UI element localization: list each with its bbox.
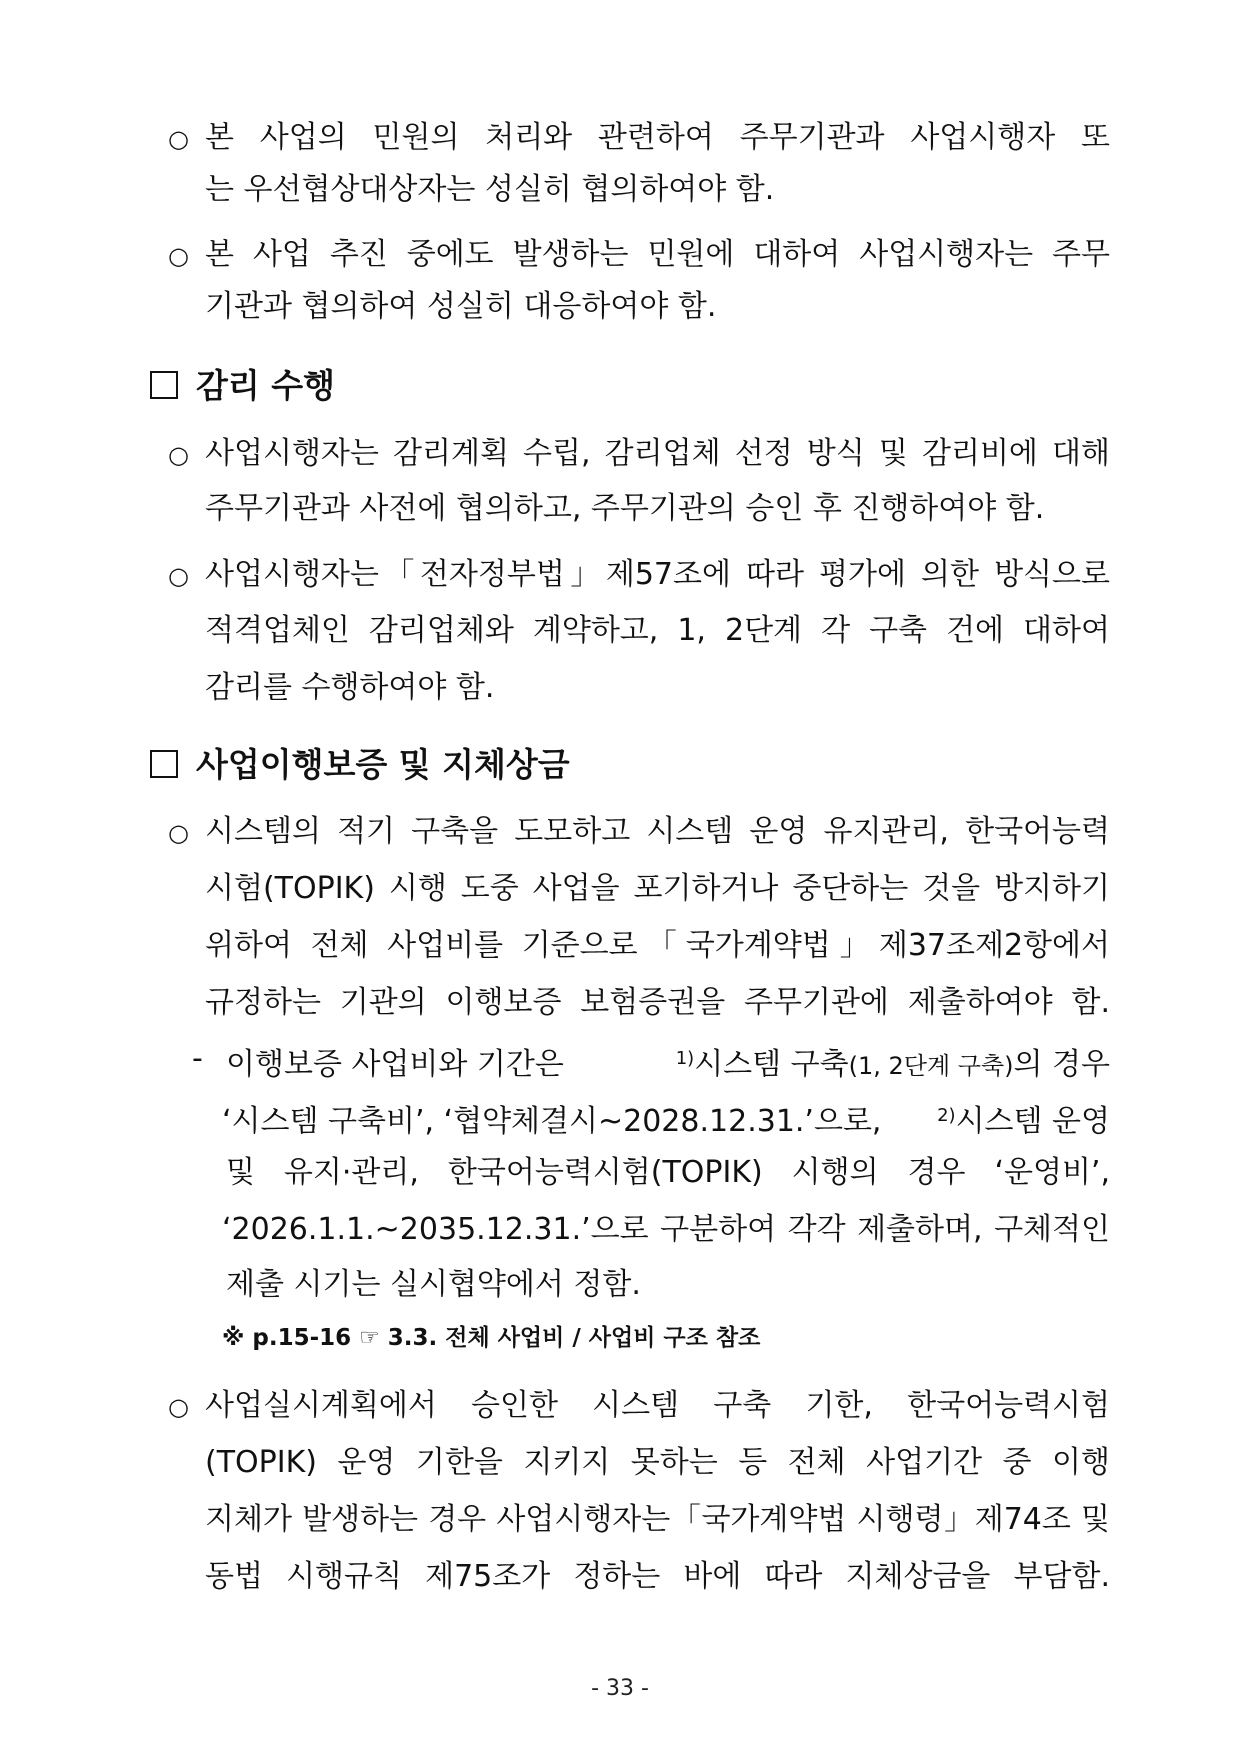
paragraph-line: 적격업체인 감리업체와 계약하고, 1, 2단계 각 구축 건에 대하여 bbox=[205, 613, 1110, 648]
sub-paragraph-line bbox=[226, 1039, 1110, 1086]
square-box-icon bbox=[150, 750, 178, 778]
paragraph-line: (TOPIK) 운영 기한을 지키지 못하는 등 전체 사업기간 중 이행 bbox=[205, 1445, 1110, 1480]
section-heading-text: 사업이행보증 및 지체상금 bbox=[196, 745, 570, 784]
sub-paragraph-line: 제출 시기는 실시협약에서 정함. bbox=[226, 1267, 641, 1302]
paragraph-line: 본 사업 추진 중에도 발생하는 민원에 대하여 사업시행자는 주무 bbox=[205, 237, 1110, 272]
bullet-circle-icon: ○ bbox=[168, 819, 189, 847]
bullet-circle-icon: ○ bbox=[168, 242, 189, 270]
reference-note: ※ p.15-16 ☞ 3.3. 전체 사업비 / 사업비 구조 참조 bbox=[222, 1325, 761, 1351]
text-segment bbox=[676, 1039, 1110, 1086]
paragraph-line: 위하여 전체 사업비를 기준으로「국가계약법」제37조제2항에서 bbox=[205, 928, 1110, 963]
text-segment: (1, 2단계 구축) bbox=[848, 1052, 1014, 1080]
paragraph-line: 사업시행자는「전자정부법」제57조에 따라 평가에 의한 방식으로 bbox=[205, 557, 1110, 592]
paragraph-line: 사업시행자는 감리계획 수립, 감리업체 선정 방식 및 감리비에 대해 bbox=[205, 436, 1110, 471]
section-heading-text: 감리 수행 bbox=[196, 366, 336, 405]
text-segment bbox=[937, 1096, 1110, 1142]
paragraph-line: 시스템의 적기 구축을 도모하고 시스템 운영 유지관리, 한국어능력 bbox=[205, 814, 1110, 849]
text-segment: 이행보증 사업비와 기간은 bbox=[226, 1047, 574, 1082]
text-segment: 의 경우 bbox=[1013, 1047, 1110, 1082]
page-number: - 33 - bbox=[591, 1676, 649, 1701]
text-segment: 시스템 구축 bbox=[694, 1047, 849, 1082]
paragraph-line: 시험(TOPIK) 시행 도중 사업을 포기하거나 중단하는 것을 방지하기 bbox=[205, 871, 1110, 906]
footnote-marker: 2) bbox=[937, 1105, 956, 1126]
paragraph-line: 주무기관과 사전에 협의하고, 주무기관의 승인 후 진행하여야 함. bbox=[205, 491, 1045, 526]
section-heading-guarantee bbox=[150, 743, 570, 787]
paragraph-line: 동법 시행규칙 제75조가 정하는 바에 따라 지체상금을 부담함. bbox=[205, 1559, 1110, 1594]
section-heading-audit bbox=[150, 364, 335, 408]
sub-paragraph-line: 및 유지·관리, 한국어능력시험(TOPIK) 시행의 경우 ‘운영비’, bbox=[226, 1155, 1110, 1190]
dash-bullet-icon: - bbox=[192, 1041, 203, 1076]
paragraph-line: 규정하는 기관의 이행보증 보험증권을 주무기관에 제출하여야 함. bbox=[205, 985, 1110, 1020]
square-box-icon bbox=[150, 371, 178, 399]
paragraph-line: 감리를 수행하여야 함. bbox=[205, 670, 495, 705]
paragraph-line: 기관과 협의하여 성실히 대응하여야 함. bbox=[205, 289, 717, 324]
sub-paragraph-line bbox=[222, 1096, 1110, 1142]
bullet-circle-icon: ○ bbox=[168, 125, 189, 153]
footnote-marker: 1) bbox=[675, 1048, 695, 1069]
text-segment: ‘시스템 구축비’, ‘협약체결시~2028.12.31.’으로, bbox=[222, 1104, 892, 1139]
bullet-circle-icon: ○ bbox=[168, 562, 189, 590]
paragraph-line: 사업실시계획에서 승인한 시스템 구축 기한, 한국어능력시험 bbox=[205, 1388, 1110, 1423]
paragraph-line: 는 우선협상대상자는 성실히 협의하여야 함. bbox=[205, 172, 775, 207]
paragraph-line: 본 사업의 민원의 처리와 관련하여 주무기관과 사업시행자 또 bbox=[205, 120, 1110, 155]
bullet-circle-icon: ○ bbox=[168, 1393, 189, 1421]
sub-paragraph-line: ‘2026.1.1.~2035.12.31.’으로 구분하여 각각 제출하며, 구체적인 bbox=[222, 1212, 1110, 1247]
paragraph-line: 지체가 발생하는 경우 사업시행자는「국가계약법 시행령」제74조 및 bbox=[205, 1502, 1110, 1537]
text-segment: 시스템 운영 bbox=[955, 1104, 1110, 1139]
bullet-circle-icon: ○ bbox=[168, 441, 189, 469]
